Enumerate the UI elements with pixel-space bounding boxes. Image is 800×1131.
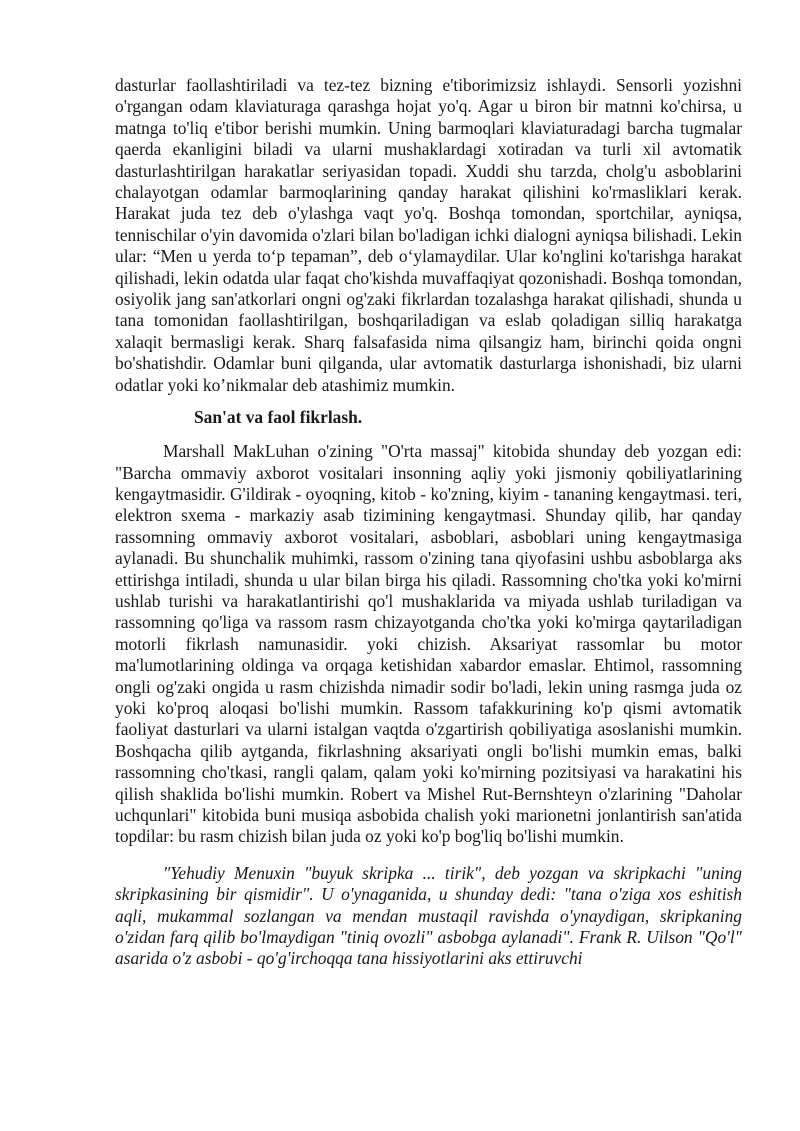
body-paragraph-3-quote: "Yehudiy Menuxin "buyuk skripka ... tirik", deb yozgan va skripkachi "uning skripkasining bir qismidir". U o'ynaganida, u shunday dedi: "tana o'ziga xos eshitish aqli, mukammal sozlangan va mendan mustaqil ravishda o'ynaydigan, skripkaning o'zidan farq qilib bo'lmaydigan "tiniq ovozli" asbobga aylanadi". Frank R. Uilson "Qo'l" asarida o'z asbobi - qo'g'irchoqqa tana hissiyotlarini aks ettiruvchi xyxy=(115,862,742,969)
body-paragraph-1: dasturlar faollashtiriladi va tez-tez bizning e'tiborimizsiz ishlaydi. Sensorli yozishni o'rgangan odam klaviaturaga qarashga hojat yo'q. Agar u biron bir matnni ko'chirsa, u matnga to'liq e'tibor berishi mumkin. Uning barmoqlari klaviaturadagi barcha tugmalar qaerda ekanligini biladi va ularni mushaklardagi xotiradan va turli xil avtomatik dasturlashtirilgan harakatlar seriyasidan topadi. Xuddi shu tarzda, cholg'u asboblarini chalayotgan odamlar barmoqlarining qanday harakat qilishini ko'rmasliklari kerak. Harakat juda tez deb o'ylashga vaqt yo'q. Boshqa tomondan, sportchilar, ayniqsa, tennischilar o'yin davomida o'zlari bilan bo'ladigan ichki dialogni ayniqsa bilishadi. Lekin ular: “Men u yerda to‘p tepaman”, deb o‘ylamaydilar. Ular ko'nglini ko'tarishga harakat qilishadi, lekin odatda ular faqat cho'kishda muvaffaqiyat qozonishadi. Boshqa tomondan, osiyolik jang san'atkorlari ongni og'zaki fikrlardan tozalashga harakat qilishadi, shunda u tana tomonidan faollashtirilgan, boshqariladigan va eslab qoladigan silliq harakatga xalaqit bermasligi kerak. Sharq falsafasida nima qilsangiz ham, birinchi qoida ongni bo'shatishdir. Odamlar buni qilganda, ular avtomatik dasturlarga ishonishadi, biz ularni odatlar yoki ko’nikmalar deb atashimiz mumkin. xyxy=(115,75,742,395)
document-page xyxy=(115,75,742,970)
body-paragraph-2: Marshall MakLuhan o'zining "O'rta massaj" kitobida shunday deb yozgan edi: "Barcha ommaviy axborot vositalari insonning aqliy yoki jismoniy qobiliyatlarining kengaytmasidir. G'ildirak - oyoqning, kitob - ko'zning, kiyim - tananing kengaytmasi. teri, elektron sxema - markaziy asab tizimining kengaytmasi. Shunday qilib, har qanday rassomning ommaviy axborot vositalari, asboblari, asboblari uning kengaytmasiga aylanadi. Bu shunchalik muhimki, rassom o'zining tana qiyofasini ushbu asboblarga aks ettirishga intiladi, shunda u ular bilan birga his qiladi. Rassomning cho'tka yoki ko'mirni ushlab turishi va harakatlantirishi qo'l mushaklarida va miyada ushlab turiladigan va rassomning qo'liga va rassom rasm chizayotganda cho'tka yoki ko'mirga qaytariladigan motorli fikrlash namunasidir. yoki chizish. Aksariyat rassomlar bu motor ma'lumotlarining oldinga va orqaga ketishidan xabardor emaslar. Ehtimol, rassomning ongli og'zaki ongida u rasm chizishda nimadir sodir bo'ladi, lekin uning rasmga juda oz yoki ko'proq aloqasi bo'lishi mumkin. Rassom tafakkurining ko'p qismi avtomatik faoliyat dasturlari va ularni istalgan vaqtda o'zgartirish qobiliyatiga asoslanishi mumkin. Boshqacha qilib aytganda, fikrlashning aksariyati ongli bo'lishi mumkin emas, balki rassomning cho'tkasi, rangli qalam, qalam yoki ko'mirning pozitsiyasi va harakatini his qilish shaklida bo'lishi mumkin. Robert va Mishel Rut-Bernshteyn o'zlarining "Daholar uchqunlari" kitobida buni musiqa asbobida chalish yoki marionetni jonlantirish san'atida topdilar: bu rasm chizish bilan juda oz yoki ko'p bog'liq bo'lishi mumkin. xyxy=(115,441,742,847)
section-heading: San'at va faol fikrlash. xyxy=(194,407,363,428)
